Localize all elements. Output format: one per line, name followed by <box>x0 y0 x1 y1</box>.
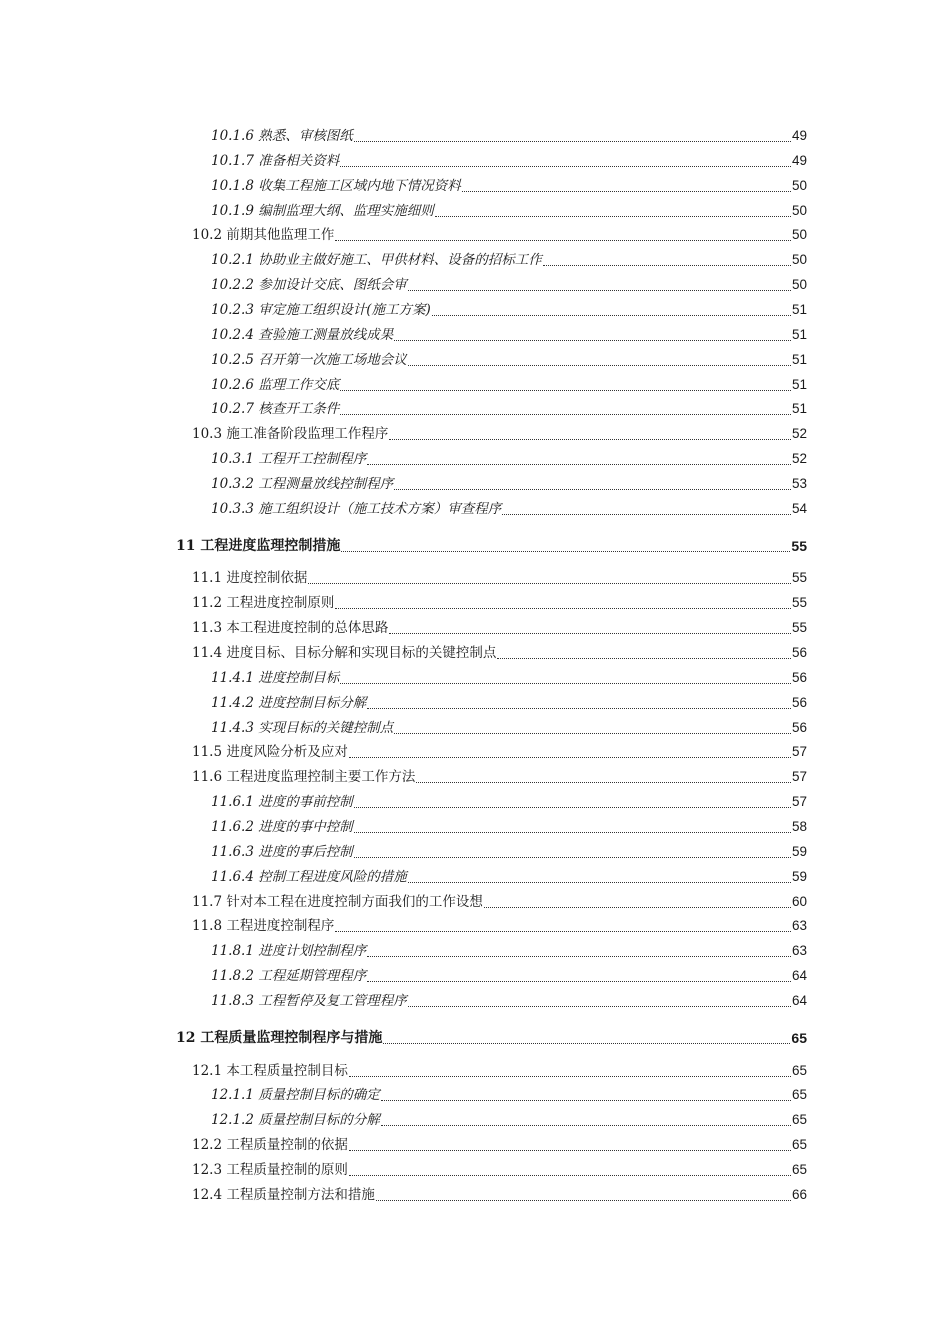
toc-page-number: 55 <box>791 595 807 610</box>
toc-page-number: 56 <box>791 670 807 685</box>
dot-leader <box>308 573 791 584</box>
toc-page-number: 52 <box>791 426 807 441</box>
toc-page-number: 60 <box>791 894 807 909</box>
toc-entry[interactable] <box>192 1161 807 1179</box>
toc-entry[interactable] <box>211 326 807 344</box>
dot-leader <box>367 946 791 957</box>
dot-leader <box>394 479 791 490</box>
toc-entry-title: 10.3.1 工程开工控制程序 <box>211 451 367 467</box>
dot-leader <box>389 429 791 440</box>
dot-leader <box>408 280 791 291</box>
toc-page-number: 65 <box>791 1112 807 1127</box>
dot-leader <box>408 355 791 366</box>
toc-entry-title: 11.6.2 进度的事中控制 <box>211 819 353 835</box>
dot-leader <box>394 330 791 341</box>
toc-entry[interactable] <box>192 743 807 761</box>
dot-leader <box>484 897 791 908</box>
toc-page-number: 56 <box>791 695 807 710</box>
toc-page-number: 49 <box>791 128 807 143</box>
toc-page-number: 50 <box>791 277 807 292</box>
dot-leader <box>389 623 791 634</box>
toc-page-number: 50 <box>791 252 807 267</box>
toc-entry[interactable] <box>211 843 807 861</box>
toc-page-number: 56 <box>791 645 807 660</box>
toc-page-number: 57 <box>791 744 807 759</box>
toc-entry[interactable] <box>211 276 807 294</box>
dot-leader <box>354 797 791 808</box>
toc-entry-title: 10.2 前期其他监理工作 <box>192 227 335 243</box>
toc-entry[interactable] <box>192 893 807 911</box>
toc-entry[interactable] <box>211 475 807 493</box>
toc-page-number: 52 <box>791 451 807 466</box>
dot-leader <box>367 971 791 982</box>
toc-page-number: 64 <box>791 968 807 983</box>
toc-entry-title: 10.2.7 核查开工条件 <box>211 401 340 417</box>
toc-page-number: 51 <box>791 377 807 392</box>
toc-page-number: 51 <box>791 401 807 416</box>
toc-page-number: 50 <box>791 227 807 242</box>
toc-entry-title: 11.4 进度目标、目标分解和实现目标的关键控制点 <box>192 645 497 661</box>
toc-page-number: 65 <box>791 1063 807 1078</box>
dot-leader <box>340 380 791 391</box>
toc-entry[interactable] <box>192 644 807 662</box>
toc-page-number: 50 <box>791 178 807 193</box>
toc-entry-title: 11.6.4 控制工程进度风险的措施 <box>211 869 407 885</box>
toc-entry[interactable] <box>211 376 807 394</box>
toc-page-number: 63 <box>791 943 807 958</box>
toc-entry[interactable] <box>211 1086 807 1104</box>
toc-chapter-entry[interactable] <box>176 537 807 555</box>
toc-entry[interactable] <box>192 226 807 244</box>
toc-entry-title: 10.1.7 准备相关资料 <box>211 153 340 169</box>
dot-leader <box>340 404 791 415</box>
toc-page-number: 63 <box>791 918 807 933</box>
toc-entry-title: 10.1.8 收集工程施工区域内地下情况资料 <box>211 178 461 194</box>
toc-entry-title: 12.3 工程质量控制的原则 <box>192 1162 348 1178</box>
toc-page-number: 53 <box>791 476 807 491</box>
toc-page-number: 55 <box>791 570 807 585</box>
toc-entry[interactable] <box>211 202 807 220</box>
dot-leader <box>349 1140 791 1151</box>
toc-page-number: 49 <box>791 153 807 168</box>
toc-page-number: 58 <box>791 819 807 834</box>
toc-entry[interactable] <box>211 669 807 687</box>
dot-leader <box>335 921 791 932</box>
toc-entry-title: 10.2.1 协助业主做好施工、甲供材料、设备的招标工作 <box>211 252 542 268</box>
toc-entry[interactable] <box>211 500 807 518</box>
toc-entry[interactable] <box>192 917 807 935</box>
toc-entry-title: 11.1 进度控制依据 <box>192 570 308 586</box>
dot-leader <box>354 822 791 833</box>
toc-entry-title: 12 工程质量监理控制程序与措施 <box>176 1030 383 1046</box>
toc-entry-title: 10.2.4 查验施工测量放线成果 <box>211 327 394 343</box>
toc-entry-title: 10.3.2 工程测量放线控制程序 <box>211 476 394 492</box>
dot-leader <box>341 541 790 552</box>
toc-entry[interactable] <box>192 569 807 587</box>
toc-page-number: 51 <box>791 327 807 342</box>
toc-entry[interactable] <box>211 450 807 468</box>
toc-page-number: 65 <box>791 1137 807 1152</box>
toc-entry-title: 11.4.3 实现目标的关键控制点 <box>211 720 394 736</box>
dot-leader <box>367 454 791 465</box>
dot-leader <box>543 255 791 266</box>
dot-leader <box>502 504 791 515</box>
toc-entry-title: 11.8.2 工程延期管理程序 <box>211 968 367 984</box>
toc-page-number: 55 <box>791 538 807 554</box>
toc-entry[interactable] <box>211 177 807 195</box>
toc-entry-title: 11.8 工程进度控制程序 <box>192 918 335 934</box>
toc-entry-title: 11.8.1 进度计划控制程序 <box>211 943 367 959</box>
toc-entry[interactable] <box>211 1111 807 1129</box>
dot-leader <box>376 1190 791 1201</box>
toc-entry-title: 11.6 工程进度监理控制主要工作方法 <box>192 769 416 785</box>
toc-entry-title: 10.2.2 参加设计交底、图纸会审 <box>211 277 407 293</box>
toc-page-number: 59 <box>791 869 807 884</box>
toc-entry[interactable] <box>211 818 807 836</box>
toc-entry[interactable] <box>192 1186 807 1204</box>
toc-page-number: 64 <box>791 993 807 1008</box>
toc-entry-title: 12.2 工程质量控制的依据 <box>192 1137 348 1153</box>
toc-entry-title: 10.2.5 召开第一次施工场地会议 <box>211 352 407 368</box>
toc-entry[interactable] <box>211 251 807 269</box>
toc-entry-title: 11 工程进度监理控制措施 <box>176 538 341 554</box>
toc-entry-title: 11.5 进度风险分析及应对 <box>192 744 348 760</box>
dot-leader <box>354 131 791 142</box>
toc-entry-title: 10.2.6 监理工作交底 <box>211 377 340 393</box>
toc-entry-title: 11.8.3 工程暂停及复工管理程序 <box>211 993 407 1009</box>
dot-leader <box>383 1033 790 1044</box>
dot-leader <box>340 673 791 684</box>
toc-page-number: 50 <box>791 203 807 218</box>
dot-leader <box>435 206 791 217</box>
dot-leader <box>416 772 791 783</box>
dot-leader <box>394 723 791 734</box>
toc-entry[interactable] <box>192 619 807 637</box>
toc-entry-title: 12.1.1 质量控制目标的确定 <box>211 1087 380 1103</box>
toc-entry[interactable] <box>211 868 807 886</box>
toc-entry[interactable] <box>211 967 807 985</box>
toc-entry-title: 10.1.9 编制监理大纲、监理实施细则 <box>211 203 434 219</box>
toc-entry[interactable] <box>192 425 807 443</box>
toc-page-number: 55 <box>791 620 807 635</box>
toc-entry-title: 11.3 本工程进度控制的总体思路 <box>192 620 389 636</box>
toc-entry[interactable] <box>192 768 807 786</box>
toc-entry-title: 12.4 工程质量控制方法和措施 <box>192 1187 375 1203</box>
dot-leader <box>497 648 791 659</box>
toc-page-number: 57 <box>791 769 807 784</box>
toc-entry[interactable] <box>211 992 807 1010</box>
toc-page-number: 51 <box>791 352 807 367</box>
toc-entry[interactable] <box>211 152 807 170</box>
toc-page-number: 56 <box>791 720 807 735</box>
toc-page-number: 65 <box>791 1162 807 1177</box>
toc-entry-title: 11.7 针对本工程在进度控制方面我们的工作设想 <box>192 894 483 910</box>
dot-leader <box>349 747 791 758</box>
toc-entry-title: 12.1.2 质量控制目标的分解 <box>211 1112 380 1128</box>
dot-leader <box>381 1115 791 1126</box>
dot-leader <box>335 230 791 241</box>
dot-leader <box>408 996 791 1007</box>
dot-leader <box>349 1066 791 1077</box>
dot-leader <box>432 305 791 316</box>
dot-leader <box>462 181 791 192</box>
toc-entry-title: 10.1.6 熟悉、审核图纸 <box>211 128 353 144</box>
toc-chapter-entry[interactable] <box>176 1029 807 1047</box>
toc-page-number: 54 <box>791 501 807 516</box>
toc-entry[interactable] <box>211 127 807 145</box>
dot-leader <box>349 1165 791 1176</box>
toc-entry-title: 10.3.3 施工组织设计（施工技术方案）审查程序 <box>211 501 502 517</box>
toc-entry[interactable] <box>192 1136 807 1154</box>
dot-leader <box>335 598 791 609</box>
toc-entry[interactable] <box>192 594 807 612</box>
toc-page-number: 65 <box>791 1087 807 1102</box>
toc-entry-title: 11.6.3 进度的事后控制 <box>211 844 353 860</box>
dot-leader <box>408 872 791 883</box>
toc-entry-title: 11.4.2 进度控制目标分解 <box>211 695 367 711</box>
toc-entry-title: 12.1 本工程质量控制目标 <box>192 1063 348 1079</box>
toc-page-number: 57 <box>791 794 807 809</box>
dot-leader <box>354 847 791 858</box>
toc-entry[interactable] <box>211 694 807 712</box>
toc-entry[interactable] <box>211 942 807 960</box>
toc-page-number: 59 <box>791 844 807 859</box>
toc-entry[interactable] <box>211 301 807 319</box>
toc-entry[interactable] <box>211 400 807 418</box>
toc-page-number: 66 <box>791 1187 807 1202</box>
dot-leader <box>340 156 791 167</box>
toc-page-number: 65 <box>791 1030 807 1046</box>
toc-entry[interactable] <box>192 1062 807 1080</box>
toc-entry-title: 11.2 工程进度控制原则 <box>192 595 335 611</box>
toc-page-number: 51 <box>791 302 807 317</box>
toc-entry[interactable] <box>211 719 807 737</box>
toc-entry-title: 10.3 施工准备阶段监理工作程序 <box>192 426 389 442</box>
dot-leader <box>381 1090 791 1101</box>
toc-entry-title: 10.2.3 审定施工组织设计(施工方案) <box>211 302 431 318</box>
toc-entry-title: 11.4.1 进度控制目标 <box>211 670 340 686</box>
toc-entry[interactable] <box>211 793 807 811</box>
dot-leader <box>367 698 791 709</box>
toc-entry[interactable] <box>211 351 807 369</box>
toc-entry-title: 11.6.1 进度的事前控制 <box>211 794 353 810</box>
